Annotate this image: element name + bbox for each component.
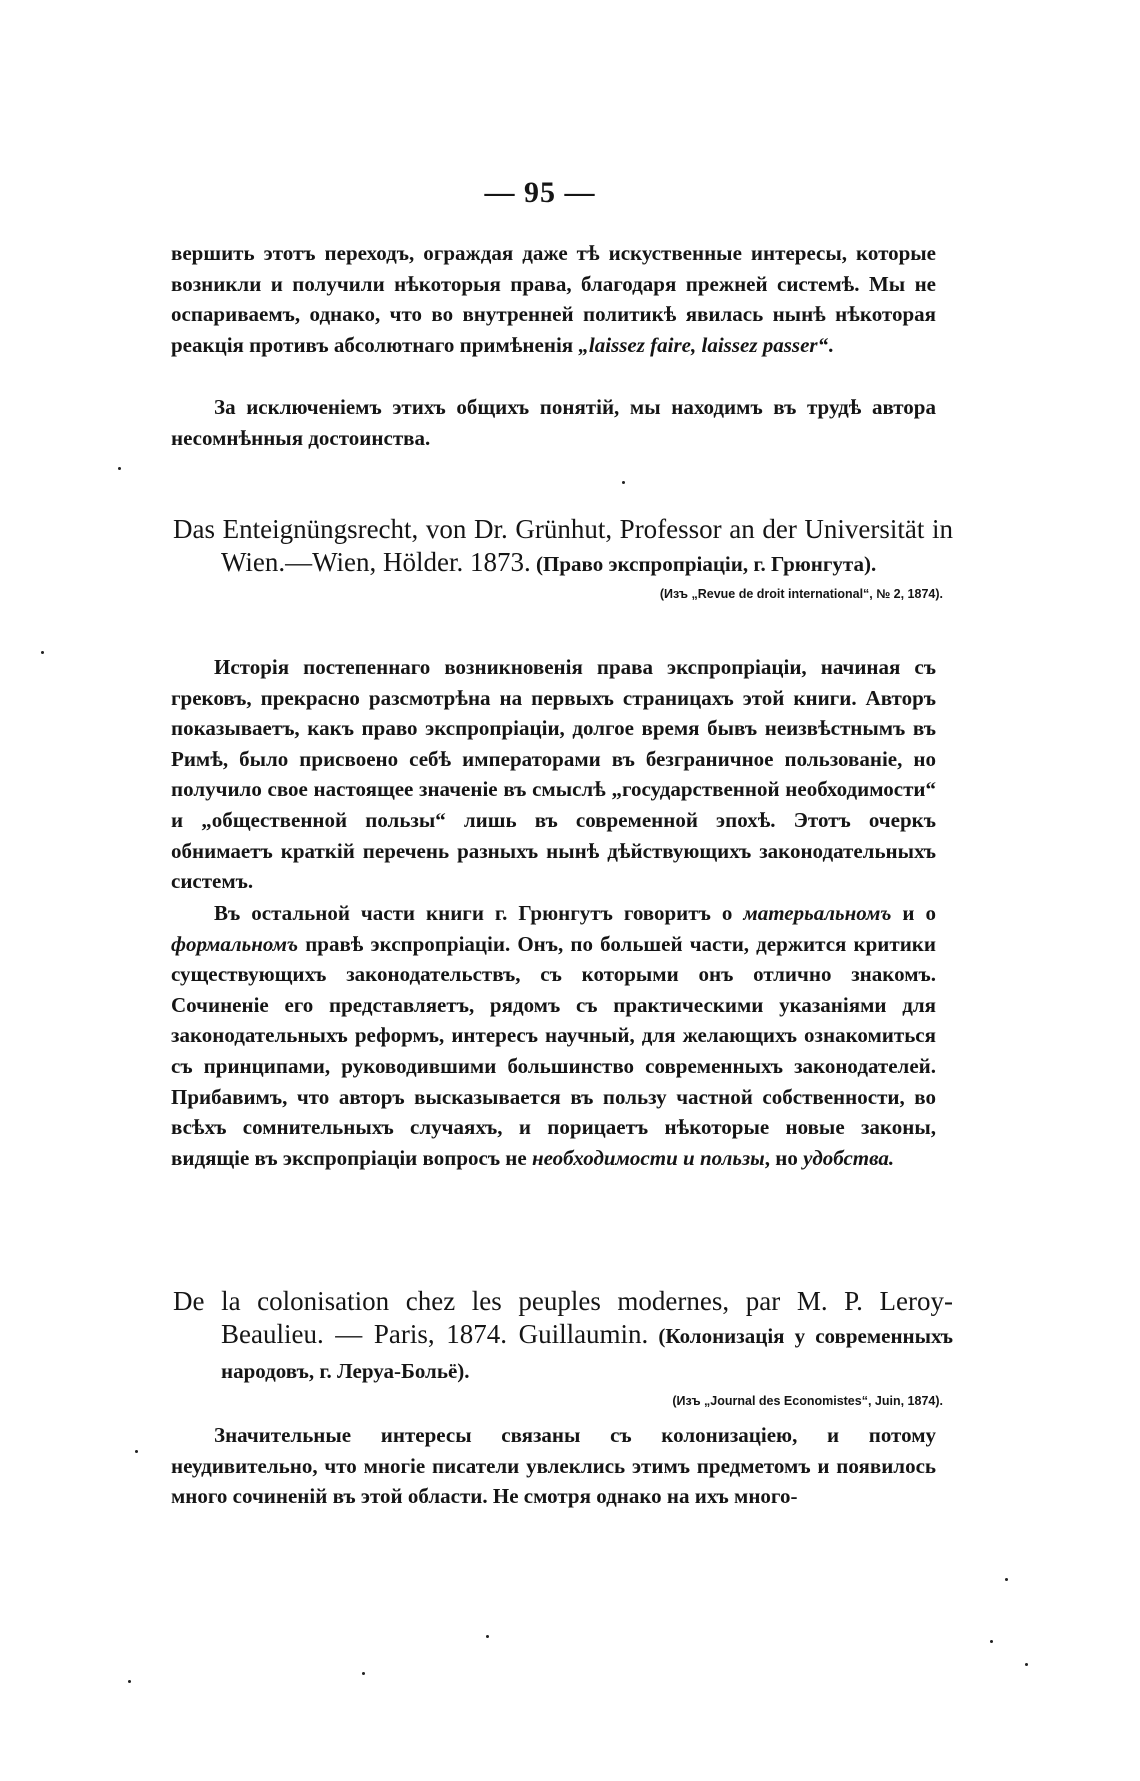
- laissez-faire-quote: „laissez faire, laissez passer“: [578, 332, 829, 357]
- entry-heading-translation: (Колонизація у современныхъ народовъ, г. Леруа-Больё).: [221, 1324, 953, 1383]
- text-run: и о: [891, 901, 936, 925]
- scan-speck: [41, 651, 44, 654]
- review-entry-colonisation: [173, 1285, 953, 1408]
- entry-heading-title: De la colonisation chez les peuples modernes, par M. P. Leroy-Beaulieu. — Paris, 1874. Guillaumin.: [173, 1286, 953, 1349]
- intro-paragraph-continuation: [171, 238, 936, 360]
- entry-heading: [173, 513, 953, 581]
- italic-term-utility: пользы: [699, 1145, 765, 1170]
- intro-closing-paragraph: За исключеніемъ этихъ общихъ понятій, мы находимъ въ трудѣ автора несомнѣнныя достоинства.: [171, 395, 936, 450]
- entry-heading-translation: (Право экспропріаціи, г. Грюнгута).: [530, 552, 877, 576]
- text-run: и: [677, 1145, 700, 1170]
- italic-term-necessity: необходимости: [531, 1145, 678, 1170]
- italic-term-convenience: удобства: [803, 1145, 889, 1170]
- entry1-paragraph-content: [171, 898, 936, 1173]
- text-run: .: [888, 1145, 895, 1170]
- italic-term-material: матерьальномъ: [743, 901, 892, 925]
- scan-speck: [135, 1450, 138, 1453]
- entry-heading: [173, 1285, 953, 1388]
- page-number: — 95 —: [484, 176, 596, 209]
- intro-paragraph-text: вершить этотъ переходъ, ограждая даже тѣ искуственные интересы, которые возникли и получили нѣкоторыя права, благодаря прежней системѣ. Мы не оспариваемъ, однако, что во внутренней политикѣ явилась нынѣ нѣкоторая реакція противъ абсолютнаго примѣненія: [171, 241, 936, 357]
- scan-speck: [362, 1672, 365, 1675]
- scan-speck: [1005, 1578, 1008, 1581]
- scan-speck: [128, 1680, 131, 1683]
- text-run: , но: [764, 1145, 804, 1170]
- text-run: Въ остальной части книги г. Грюнгутъ говоритъ о: [214, 901, 744, 925]
- entry2-paragraph-intro: Значительные интересы связаны съ колонизаціею, и потому неудивительно, что многіе писатели увлеклись этимъ предметомъ и появилось много сочиненій въ этой области. Не смотря однако на ихъ много-: [171, 1423, 936, 1509]
- scan-speck: [486, 1635, 489, 1638]
- scan-speck: [118, 467, 121, 470]
- intro-paragraph-end: .: [828, 332, 834, 357]
- scan-speck: [990, 1640, 993, 1643]
- entry1-paragraph-history: Исторія постепеннаго возникновенія права экспропріаціи, начиная съ грековъ, прекрасно разсмотрѣна на первыхъ страницахъ этой книги. Авторъ показываетъ, какъ право экспропріаціи, долгое время бывъ неизвѣстнымъ въ Римѣ, было присвоено себѣ императорами въ безграничное пользованіе, но получило свое настоящее значеніе въ смыслѣ „государственной необходимости“ и „общественной пользы“ лишь въ современной эпохѣ. Этотъ очеркъ обнимаетъ краткій перечень разныхъ нынѣ дѣйствующихъ законодательныхъ системъ.: [171, 655, 936, 894]
- entry-heading-title: Das Enteignüngsrecht, von Dr. Grünhut, Professor an der Universität in Wien.—Wien, Hölder. 1873.: [173, 514, 953, 577]
- text-run: правѣ экспропріаціи. Онъ, по большей части, держится критики существующихъ законодательствъ, съ которыми онъ отлично знакомъ. Сочиненіе его представляетъ, рядомъ съ практическими указаніями для законодательныхъ реформъ, интересъ научный, для желающихъ ознакомиться съ принципами, руководившими большинство современныхъ законодателей. Прибавимъ, что авторъ высказывается въ пользу частной собственности, во всѣхъ сомнительныхъ случаяхъ, и порицаетъ нѣкоторые новые законы, видящіе въ экспропріаціи вопросъ не: [171, 931, 936, 1170]
- scan-speck: [1025, 1663, 1028, 1666]
- entry-source-citation: (Изъ „Revue de droit international“, № 2, 1874).: [659, 587, 943, 601]
- italic-term-formal: формальномъ: [171, 931, 299, 956]
- entry-source-citation: (Изъ „Journal des Economistes“, Juin, 1874).: [672, 1394, 943, 1408]
- scan-speck: [622, 481, 625, 484]
- review-entry-enteignungsrecht: [173, 513, 953, 601]
